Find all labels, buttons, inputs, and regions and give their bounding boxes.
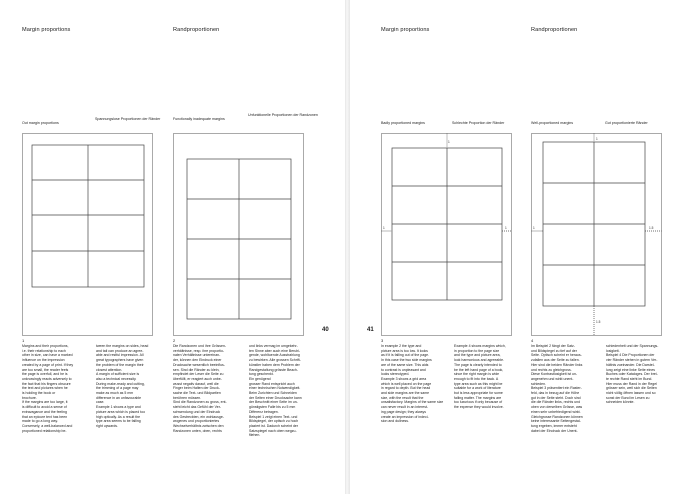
fig3-body-en-2: Example 4 shows margins which, in proportion to the page size and the type and picture area, look harmonious and agreeable. The page is clearly intended to be the left hand page of a book, since the right margin is wide enough to fit into the back. A type area such as this might be suitable for a work of literature but is less appropriate for some failing matter. The margins are too luxurious if only because of the expense they would involve. [454, 344, 506, 410]
fig4-left-margin-label: 1 [533, 226, 535, 230]
fig2-body-de-2: und links vermag im umgekehr- ten Sinne aber auch eine Beruhi- gende, wohltuende Ausstrahlung zu bewirken. Alle grossen Schrift- künstler haben dem Problem der Randgestaltung grösste Beach- tung geschenkt. Ein genügend grosser Rand entspricht auch einer technischen Notwendigkeit. Beim Zurichten und Schneiden der Seiten einer Drucksache kann der Beschnitt einer Seite im un- günstigsten Falle bis zu 5 mm Differenz betragen. Beispiel 1 zeigt einen Text- und Bildspiegel, der optisch zu hoch plaziert ist. Dadurch scheint der Satzspiegel nach oben wegzu- fliehen. [249, 344, 302, 438]
fig4-caption: Well-proportioned margins [531, 121, 574, 125]
fig3-caption: Badly proportioned margins [381, 121, 425, 125]
fig3-body-en-1: In example 2 the type and picture area is too low. It looks as if it is falling out of the page. In this case the two side margins are of the same size. This aids to contrast is unpleasant and looks stereotyped. Example 3 shows a grid area which is well placed on the page in regard to depth. But the head and side margins are the same size, with the result that the unsatisfactory. Margins of the same size can never result in an interest- ing page design; they always create an impression of indeci- sion and dullness. [381, 344, 444, 424]
right-page-number: 41 [367, 327, 374, 333]
fig1-caption: Out margin proportions [22, 121, 59, 125]
right-header-en: Margin proportions [381, 27, 430, 33]
fig4-bottom-margin-label: 1.5 [596, 320, 601, 324]
fig2-caption: Functionally inadequate margins [173, 117, 225, 121]
fig4-page-diagram [531, 133, 671, 337]
fig2-number: 2 [173, 338, 176, 343]
fig4-body-de-2: schiedenheit und der Spannungs- losigkeit. Beispiel 4 Die Proportionen der vier Ränder stehen in gutem Ver- hältnis zueinander. Die Darstel- lung zeigt eine linke Seite eines Buches oder Kataloges. Der brei- te rechte Rand steht im Bund. Hier muss der Rand in der Regel grösser sein, weil sich die Seiten nicht völlig öffnen lassen und so sonst der Bund im Lesen zu schneiden könnte. [606, 344, 659, 405]
fig1-page-diagram [22, 133, 154, 337]
fig1-body-en-1: Margins and their proportions, i.e. their relationship to each other in size, can have a marked influence on the impression created by a page of print. If they are too small, the reader feels the page is overfull, and he is unknowingly reacts adversely to the fact that his fingers obscure the text and pictures when he is holding the book or brochure. If the margins are too large, it is difficult to avoid a sense of extravagance and the feeling that an epicure text has been made to go a long way. Conversely, a well-balanced and proportioned relationship be- [22, 344, 74, 433]
fig2-body-de-1: Die Randzonen und ihre Grössen- verhältnisse, resp. ihre proportio- nalen Verhältnisse untereinan- der, können den Eindruck einer Drucksache wesentlich beeinflus- sen. Sind die Ränder zu klein, empfindet der Leser die Seite zu überfüllt, er reagiert auch unbe- wusst negativ darauf, weil die Finger beim Halten der Druck- sache die Text- und Bildpartien berühren müssen. Sind die Randzonen zu gross, ent- steht leicht das Gefühl der Ver- schwendung und der Eindruck des Gestreckten, ein wohlausge- wogenes und proportioniertes Wechselverhältnis zwischen den Randzonen unten, oben, rechts [173, 344, 227, 433]
left-page [0, 0, 345, 494]
fig1-caption-de: Spannungslose Proportionen der Ränder [95, 117, 161, 121]
fig2-page-diagram [173, 133, 305, 337]
left-page-number: 40 [322, 327, 329, 333]
fig3-page-diagram [378, 133, 518, 337]
right-header-de: Randproportionen [531, 27, 578, 33]
fig3-left-margin-label: 1 [383, 226, 385, 230]
fig4-body-de-1: Im Beispiel 2 fängt der Satz- und Bildspiegel zu tief auf der Seite. Optisch scheint er heraus- zufallen aus der Seite zu fallen. Hier sind die beiden Ränder links und rechts zu gleichgross. Diese Kontrastlosigkeit ist un- angenehm und wirkt unent- schieden. Beispiel 3 präsentiert ein Raster- feld, das in bezug auf die Höhe gut in der Seite steht. Doch sind die die Ränder links, rechts und oben von derselben Grösse, was einen sehr unbefriedigend wirkt. Gleichgrosse Randzonen können keine interessante Seitengestal- tung ergeben, immer entsteht dabei der Eindruck der Unent- [531, 344, 583, 433]
fig3-top-margin-label: 1 [448, 140, 450, 144]
fig1-body-en-2: tween the margins on sides, head and tail can produce an agree- able and restful impression. All great typographers have given the problem of the margin their closest attention. A margin of sufficient size is also a technical necessity. During make-ready and cutting, the trimming of a page may make as much as 5 mm difference in an unfavourable case. Example 1 shows a type and picture area which is placed too high optically. As a result the type area seems to be falling right upwards. [96, 344, 149, 428]
fig4-top-margin-label: 1 [596, 137, 598, 141]
fig3-number: 3 [381, 338, 384, 343]
fig4-right-margin-label: 1.5 [649, 226, 654, 230]
fig3-caption-de: Schlechte Proportion der Ränder [452, 121, 505, 125]
fig4-caption-de: Gut proportionierte Ränder [605, 121, 648, 125]
fig4-number: 4 [531, 338, 534, 343]
fig1-number: 1 [22, 338, 25, 343]
fig3-right-margin-label: 1 [505, 226, 507, 230]
fig2-caption-de: Unfunktionelle Proportionen der Randzonen [248, 113, 318, 117]
right-page [350, 0, 695, 494]
left-header-en: Margin proportions [22, 27, 71, 33]
left-header-de: Randproportionen [173, 27, 220, 33]
